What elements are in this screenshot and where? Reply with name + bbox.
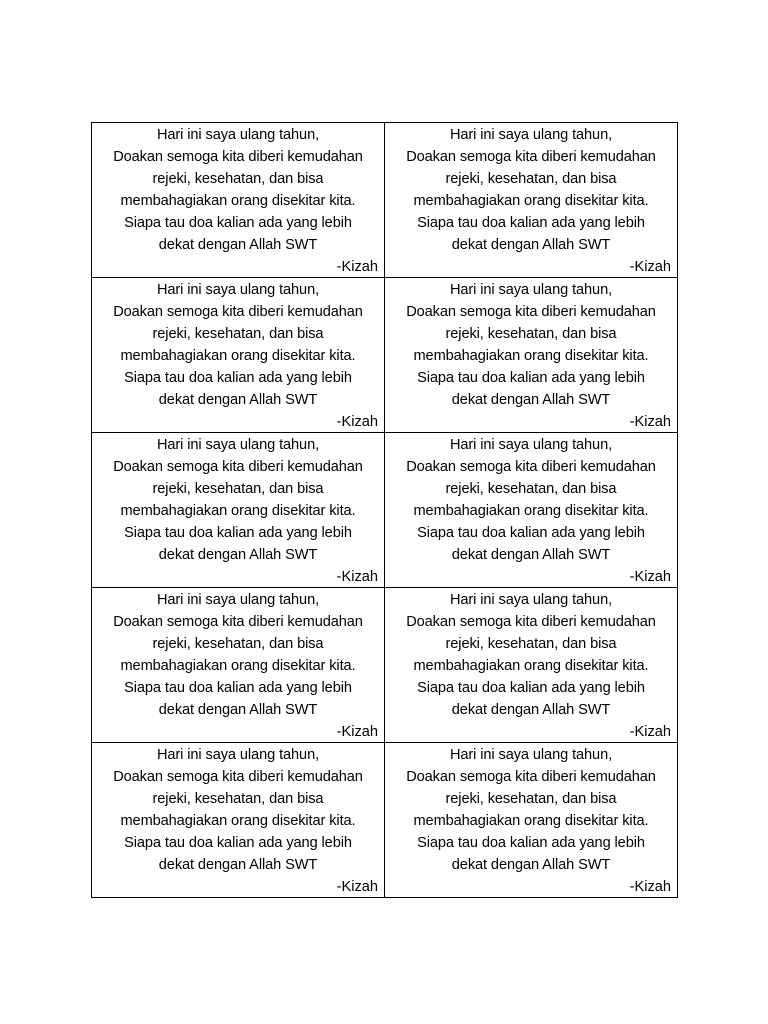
message-line: membahagiakan orang disekitar kita.: [120, 658, 356, 674]
greeting-message: [385, 744, 677, 876]
message-line: rejeki, kesehatan, dan bisa: [152, 171, 324, 187]
message-line: dekat dengan Allah SWT: [158, 392, 318, 408]
greeting-card: [92, 278, 384, 432]
message-line: membahagiakan orang disekitar kita.: [120, 503, 356, 519]
message-line: membahagiakan orang disekitar kita.: [120, 193, 356, 209]
message-line: Doakan semoga kita diberi kemudahan: [113, 769, 363, 785]
card-signature: -Kizah: [629, 259, 671, 275]
greeting-message: [92, 124, 384, 256]
message-line: Doakan semoga kita diberi kemudahan: [406, 614, 656, 630]
card-signature: -Kizah: [629, 724, 671, 740]
greeting-card: [92, 123, 384, 277]
message-line: Hari ini saya ulang tahun,: [156, 747, 320, 763]
greeting-card-cell: [385, 588, 678, 743]
message-line: rejeki, kesehatan, dan bisa: [152, 636, 324, 652]
message-line: Hari ini saya ulang tahun,: [156, 282, 320, 298]
message-line: rejeki, kesehatan, dan bisa: [152, 481, 324, 497]
greeting-message: [92, 744, 384, 876]
greeting-card: [385, 743, 677, 897]
greeting-card: [92, 433, 384, 587]
card-row: [92, 123, 678, 278]
message-line: Doakan semoga kita diberi kemudahan: [406, 459, 656, 475]
message-line: dekat dengan Allah SWT: [451, 237, 611, 253]
greeting-card-cell: [385, 123, 678, 278]
card-row: [92, 588, 678, 743]
message-line: Siapa tau doa kalian ada yang lebih: [124, 525, 352, 541]
message-line: rejeki, kesehatan, dan bisa: [445, 481, 617, 497]
message-line: Hari ini saya ulang tahun,: [156, 127, 320, 143]
message-line: Doakan semoga kita diberi kemudahan: [113, 149, 363, 165]
message-line: Siapa tau doa kalian ada yang lebih: [124, 370, 352, 386]
message-line: Doakan semoga kita diberi kemudahan: [113, 304, 363, 320]
message-line: rejeki, kesehatan, dan bisa: [445, 791, 617, 807]
message-line: Hari ini saya ulang tahun,: [156, 437, 320, 453]
message-line: Siapa tau doa kalian ada yang lebih: [124, 835, 352, 851]
greeting-message: [92, 434, 384, 566]
card-signature: -Kizah: [336, 259, 378, 275]
message-line: Siapa tau doa kalian ada yang lebih: [124, 680, 352, 696]
card-row: [92, 743, 678, 898]
message-line: rejeki, kesehatan, dan bisa: [445, 636, 617, 652]
message-line: dekat dengan Allah SWT: [158, 702, 318, 718]
message-line: Doakan semoga kita diberi kemudahan: [406, 304, 656, 320]
message-line: dekat dengan Allah SWT: [451, 857, 611, 873]
message-line: dekat dengan Allah SWT: [451, 702, 611, 718]
message-line: dekat dengan Allah SWT: [451, 392, 611, 408]
greeting-message: [385, 124, 677, 256]
message-line: Hari ini saya ulang tahun,: [449, 282, 613, 298]
greeting-card-cell: [385, 743, 678, 898]
message-line: Hari ini saya ulang tahun,: [449, 437, 613, 453]
card-row: [92, 278, 678, 433]
greeting-card-cell: [92, 123, 385, 278]
message-line: Hari ini saya ulang tahun,: [449, 747, 613, 763]
greeting-message: [92, 279, 384, 411]
greeting-card: [385, 278, 677, 432]
card-row: [92, 433, 678, 588]
card-signature: -Kizah: [336, 569, 378, 585]
message-line: rejeki, kesehatan, dan bisa: [152, 791, 324, 807]
message-line: membahagiakan orang disekitar kita.: [413, 193, 649, 209]
message-line: membahagiakan orang disekitar kita.: [413, 348, 649, 364]
card-signature: -Kizah: [336, 724, 378, 740]
message-line: rejeki, kesehatan, dan bisa: [445, 326, 617, 342]
message-line: Doakan semoga kita diberi kemudahan: [406, 149, 656, 165]
greeting-card: [385, 123, 677, 277]
message-line: dekat dengan Allah SWT: [158, 547, 318, 563]
message-line: Siapa tau doa kalian ada yang lebih: [124, 215, 352, 231]
message-line: rejeki, kesehatan, dan bisa: [445, 171, 617, 187]
greeting-card-cell: [385, 278, 678, 433]
message-line: rejeki, kesehatan, dan bisa: [152, 326, 324, 342]
message-line: membahagiakan orang disekitar kita.: [413, 658, 649, 674]
message-line: Hari ini saya ulang tahun,: [449, 592, 613, 608]
message-line: dekat dengan Allah SWT: [158, 857, 318, 873]
message-line: Siapa tau doa kalian ada yang lebih: [417, 680, 645, 696]
message-line: Siapa tau doa kalian ada yang lebih: [417, 370, 645, 386]
card-signature: -Kizah: [629, 414, 671, 430]
message-line: dekat dengan Allah SWT: [158, 237, 318, 253]
message-line: Hari ini saya ulang tahun,: [156, 592, 320, 608]
greeting-message: [92, 589, 384, 721]
message-line: membahagiakan orang disekitar kita.: [120, 348, 356, 364]
greeting-card-cell: [92, 743, 385, 898]
message-line: Doakan semoga kita diberi kemudahan: [113, 459, 363, 475]
greeting-card: [385, 588, 677, 742]
card-signature: -Kizah: [629, 569, 671, 585]
greeting-card-cell: [92, 278, 385, 433]
greeting-card-cell: [92, 433, 385, 588]
greeting-message: [385, 589, 677, 721]
greeting-card-cell: [385, 433, 678, 588]
message-line: membahagiakan orang disekitar kita.: [120, 813, 356, 829]
greeting-message: [385, 434, 677, 566]
greeting-card: [92, 743, 384, 897]
message-line: Siapa tau doa kalian ada yang lebih: [417, 835, 645, 851]
greeting-card: [92, 588, 384, 742]
message-line: Siapa tau doa kalian ada yang lebih: [417, 525, 645, 541]
message-line: Doakan semoga kita diberi kemudahan: [113, 614, 363, 630]
card-signature: -Kizah: [629, 879, 671, 895]
message-line: membahagiakan orang disekitar kita.: [413, 503, 649, 519]
card-signature: -Kizah: [336, 414, 378, 430]
card-signature: -Kizah: [336, 879, 378, 895]
message-line: Doakan semoga kita diberi kemudahan: [406, 769, 656, 785]
message-line: Hari ini saya ulang tahun,: [449, 127, 613, 143]
greeting-card: [385, 433, 677, 587]
greeting-card-grid: [91, 122, 678, 898]
greeting-card-cell: [92, 588, 385, 743]
message-line: membahagiakan orang disekitar kita.: [413, 813, 649, 829]
message-line: dekat dengan Allah SWT: [451, 547, 611, 563]
message-line: Siapa tau doa kalian ada yang lebih: [417, 215, 645, 231]
greeting-message: [385, 279, 677, 411]
